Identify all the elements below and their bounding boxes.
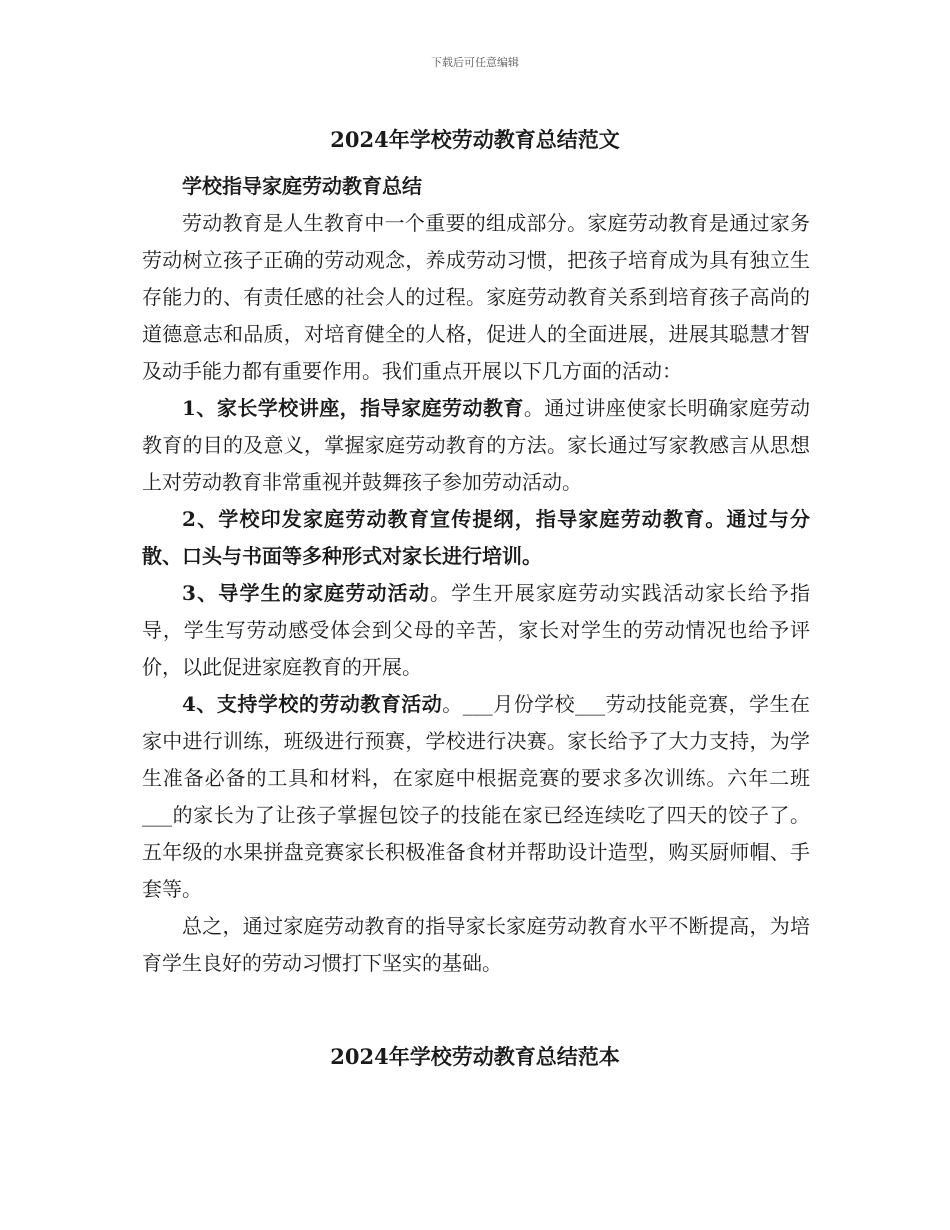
item-3-lead: 3、导学生的家庭劳动活动: [182, 581, 431, 605]
item-4-lead: 4、支持学校的劳动教育活动: [182, 692, 443, 716]
conclusion-paragraph: 总之，通过家庭劳动教育的指导家长家庭劳动教育水平不断提高，为培育学生良好的劳动习惯打下坚实的基础。: [142, 914, 810, 975]
second-document-title: 2024年学校劳动教育总结范本: [330, 1044, 620, 1069]
item-4-body: 。___月份学校___劳动技能竞赛，学生在家中进行训练，班级进行预赛，学校进行决赛。家长给予了大力支持，为学生准备必备的工具和材料，在家庭中根据竞赛的要求多次训练。六年二班___的家长为了让孩子掌握包饺子的技能在家已经连续吃了四天的饺子了。五年级的水果拼盘竞赛家长积极准备食材并帮助设计造型，购买厨师帽、手套等。: [142, 692, 811, 901]
item-3-paragraph: [142, 575, 810, 686]
intro-paragraph: 劳动教育是人生教育中一个重要的组成部分。家庭劳动教育是通过家务劳动树立孩子正确的劳动观念，养成劳动习惯，把孩子培育成为具有独立生存能力的、有责任感的社会人的过程。家庭劳动教育关系到培育孩子高尚的道德意志和品质，对培育健全的人格，促进人的全面进展，进展其聪慧才智及动手能力都有重要作用。我们重点开展以下几方面的活动：: [142, 211, 810, 383]
item-3-body: 。学生开展家庭劳动实践活动家长给予指导，学生写劳动感受体会到父母的辛苦，家长对学生的劳动情况也给予评价，以此促进家庭教育的开展。: [142, 581, 811, 679]
section-subtitle: 学校指导家庭劳动教育总结: [182, 174, 422, 198]
item-1-paragraph: [142, 390, 810, 501]
document-body: [142, 168, 810, 982]
item-4-paragraph: [142, 686, 810, 908]
document-title: 2024年学校劳动教育总结范文: [330, 127, 620, 152]
item-2-paragraph: 2、学校印发家庭劳动教育宣传提纲，指导家庭劳动教育。通过与分散、口头与书面等多种形式对家长进行培训。: [142, 507, 810, 568]
item-1-body: 。通过讲座使家长明确家庭劳动教育的目的及意义，掌握家庭劳动教育的方法。家长通过写家教感言从思想上对劳动教育非常重视并鼓舞孩子参加劳动活动。: [142, 396, 811, 494]
item-1-lead: 1、家长学校讲座，指导家庭劳动教育: [182, 396, 524, 420]
header-watermark: 下载后可任意编辑: [431, 56, 519, 69]
